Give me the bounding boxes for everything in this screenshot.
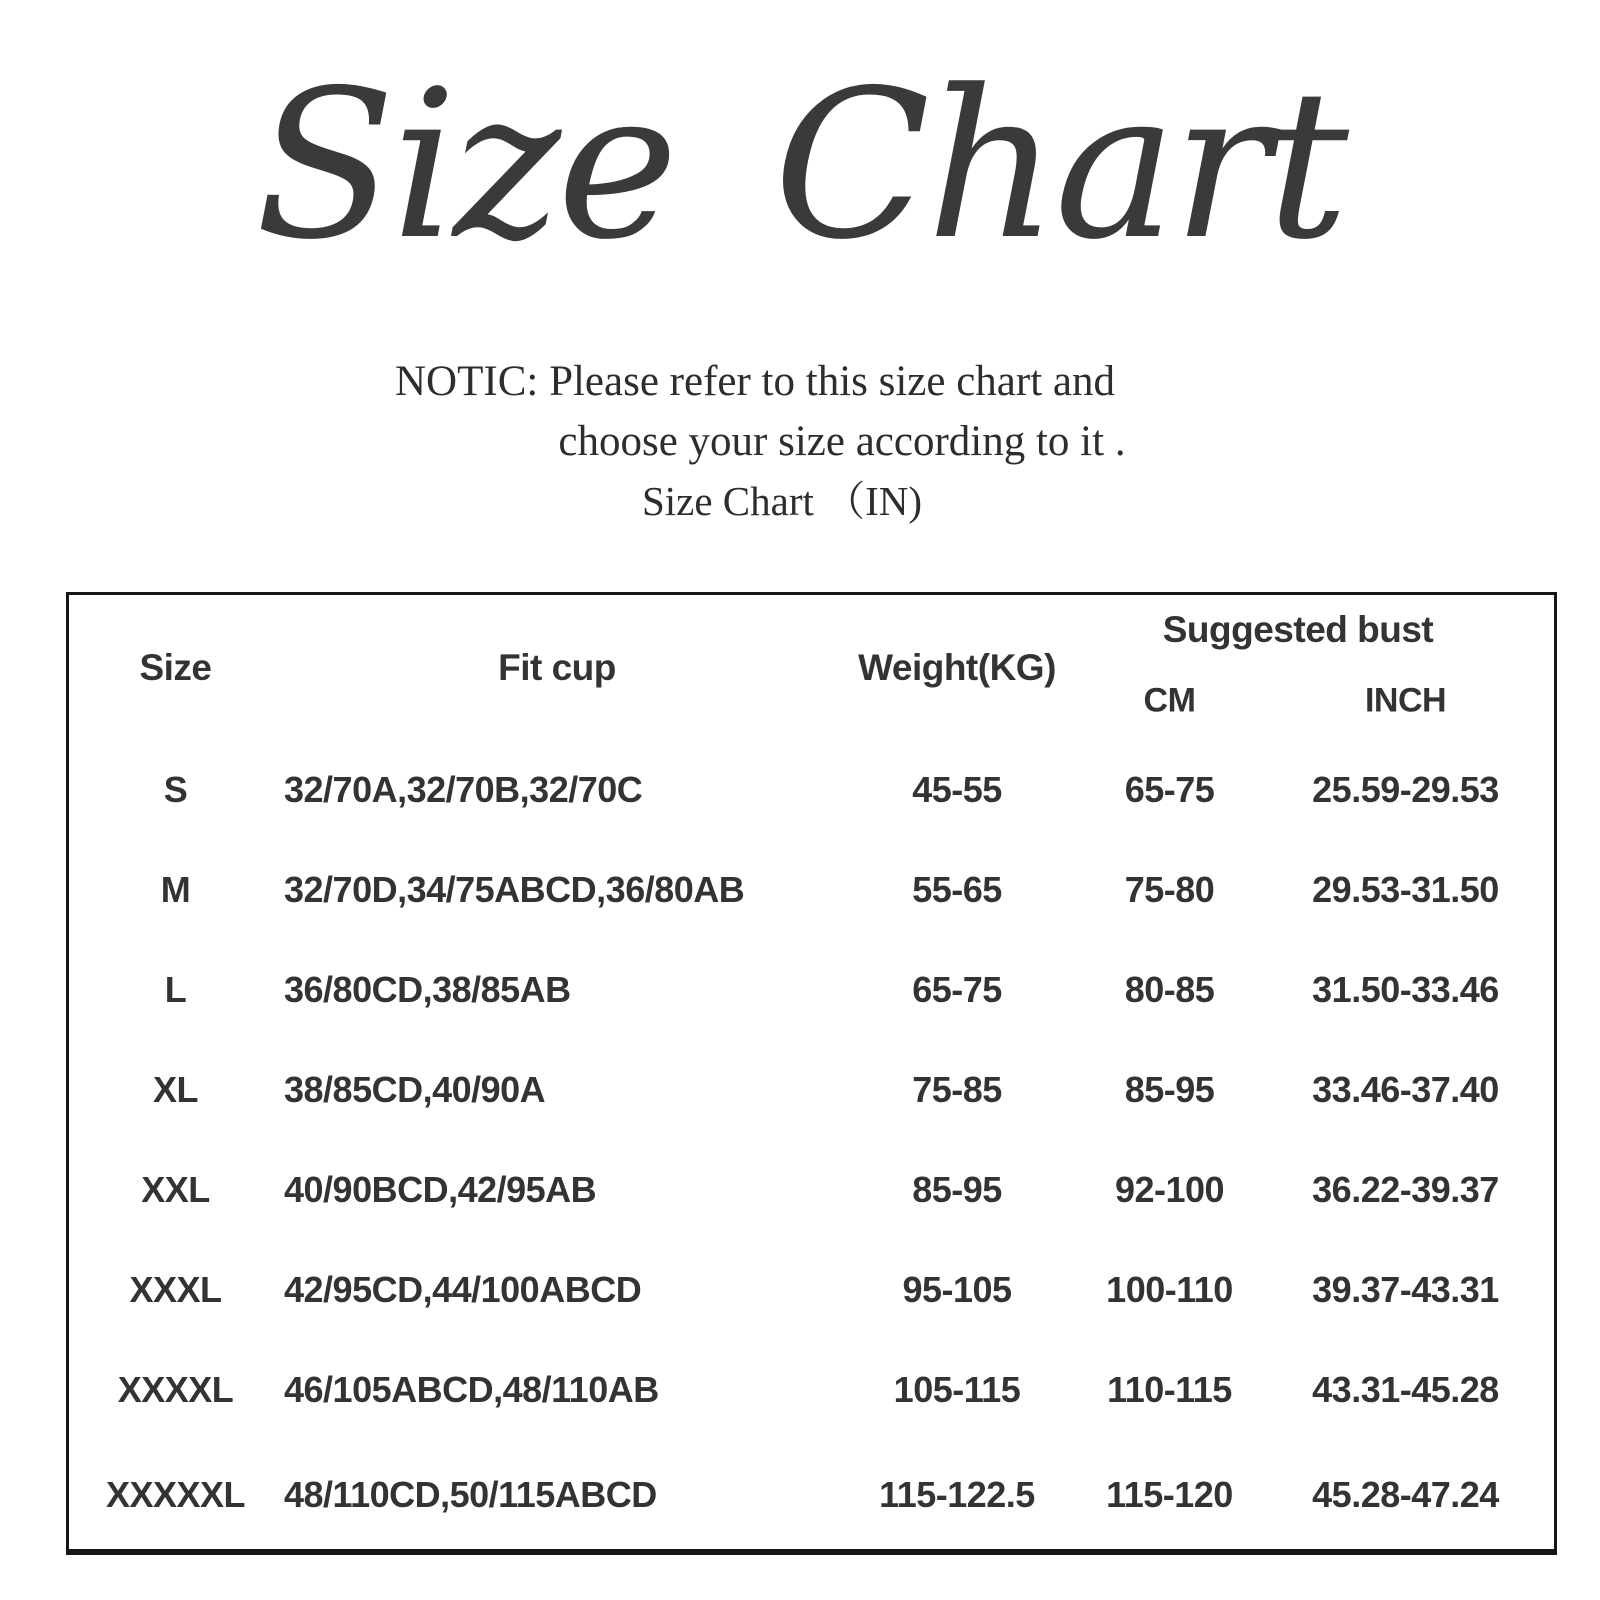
inch-cell: 43.31-45.28	[1312, 1369, 1499, 1410]
table-row	[69, 940, 1554, 1040]
column-header-inch: INCH	[1364, 681, 1447, 720]
table-header-row	[69, 595, 1554, 740]
size-cell: XL	[152, 1069, 198, 1110]
weight-cell: 105-115	[893, 1369, 1021, 1410]
weight-cell: 95-105	[902, 1269, 1012, 1310]
weight-cell: 75-85	[912, 1069, 1002, 1110]
size-cell: L	[164, 969, 187, 1010]
table-row	[69, 840, 1554, 940]
column-header-suggested-bust: Suggested bust	[1162, 609, 1434, 650]
inch-cell: 33.46-37.40	[1312, 1069, 1499, 1110]
cm-cell: 80-85	[1124, 969, 1215, 1010]
fit-cup-cell: 42/95CD,44/100ABCD	[284, 1269, 642, 1310]
title-block	[0, 28, 1600, 305]
inch-cell: 29.53-31.50	[1312, 869, 1499, 910]
cm-cell: 115-120	[1106, 1473, 1233, 1515]
cm-cell: 100-110	[1106, 1269, 1233, 1310]
column-header-suggested-bust-group	[1082, 595, 1554, 740]
size-cell: XXXXXL	[105, 1473, 246, 1515]
table-row	[69, 1440, 1554, 1549]
notice-block	[0, 352, 1600, 530]
bust-subheaders	[1082, 682, 1554, 721]
table-row	[69, 740, 1554, 840]
size-cell: XXL	[141, 1169, 210, 1210]
size-cell: M	[160, 869, 191, 910]
cm-cell: 85-95	[1124, 1069, 1215, 1110]
subtitle: Size Chart （IN)	[641, 478, 923, 524]
weight-cell: 85-95	[912, 1169, 1002, 1210]
cm-cell: 65-75	[1124, 769, 1215, 810]
inch-cell: 31.50-33.46	[1312, 969, 1499, 1010]
fit-cup-cell: 32/70A,32/70B,32/70C	[284, 769, 643, 810]
column-header-size: Size	[139, 646, 212, 688]
column-header-fit-cup: Fit cup	[498, 646, 616, 688]
table-row	[69, 1040, 1554, 1140]
weight-cell: 55-65	[912, 869, 1002, 910]
table-row	[69, 1340, 1554, 1440]
inch-cell: 25.59-29.53	[1312, 769, 1499, 810]
weight-cell: 65-75	[912, 969, 1002, 1010]
fit-cup-cell: 32/70D,34/75ABCD,36/80AB	[284, 869, 745, 910]
weight-cell: 115-122.5	[879, 1473, 1035, 1515]
inch-cell: 45.28-47.24	[1312, 1473, 1499, 1515]
fit-cup-cell: 46/105ABCD,48/110AB	[284, 1369, 659, 1410]
table-row	[69, 1140, 1554, 1240]
weight-cell: 45-55	[912, 769, 1002, 810]
notice-line-1: NOTIC: Please refer to this size chart and	[395, 358, 1115, 405]
notice-line-2: choose your size according to it .	[558, 418, 1126, 465]
inch-cell: 39.37-43.31	[1312, 1269, 1499, 1310]
cm-cell: 92-100	[1114, 1169, 1225, 1210]
page-title: Size Chart	[255, 47, 1345, 285]
column-header-cm: CM	[1143, 681, 1196, 720]
table-row	[69, 1240, 1554, 1340]
size-chart-table	[66, 592, 1557, 1555]
fit-cup-cell: 36/80CD,38/85AB	[284, 969, 571, 1010]
fit-cup-cell: 48/110CD,50/115ABCD	[284, 1473, 657, 1515]
cm-cell: 75-80	[1124, 869, 1215, 910]
fit-cup-cell: 40/90BCD,42/95AB	[284, 1169, 597, 1210]
size-cell: S	[163, 769, 188, 810]
size-cell: XXXL	[129, 1269, 222, 1310]
fit-cup-cell: 38/85CD,40/90A	[284, 1069, 546, 1110]
size-cell: XXXXL	[117, 1369, 234, 1410]
inch-cell: 36.22-39.37	[1312, 1169, 1499, 1210]
cm-cell: 110-115	[1107, 1369, 1232, 1410]
column-header-weight: Weight(KG)	[858, 646, 1056, 688]
